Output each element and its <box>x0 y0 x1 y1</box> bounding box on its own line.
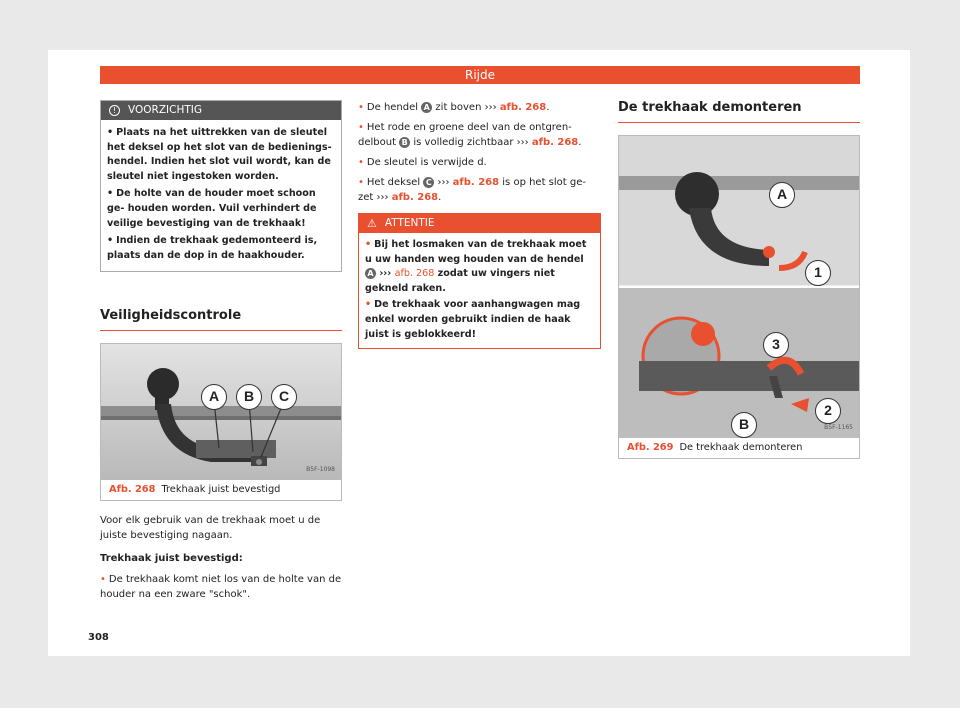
figure-269 <box>618 135 860 459</box>
warning-box <box>100 100 342 272</box>
bullet-item: • De sleutel is verwijde d. <box>358 157 487 168</box>
page-number: 308 <box>88 632 109 643</box>
bullet-item: • De hendel A zit boven ››› afb. 268. <box>358 102 550 113</box>
marker-b: B <box>399 137 410 148</box>
figure-label-1: 1 <box>805 260 831 286</box>
figure-label-b: B <box>731 412 757 438</box>
figure-label-3: 3 <box>763 332 789 358</box>
figure-label-c: C <box>271 384 297 410</box>
warning-item: • De holte van de houder moet schoon ge- houden worden. Vuil verhindert de veilige bevestiging van de trekhaak! <box>107 188 317 229</box>
bullet-item: • Het rode en groene deel van de ontgren- delbout B is volledig zichtbaar ››› afb. 268. <box>358 122 582 148</box>
image-code: B5F-1098 <box>306 466 335 474</box>
intro-paragraph: Voor elk gebruik van de trekhaak moet u de juiste bevestiging nagaan. <box>100 515 321 542</box>
figure-caption: Afb. 269 De trekhaak demonteren <box>627 442 803 453</box>
attention-item: • Bij het losmaken van de trekhaak moet u uw handen weg houden van de hendel A ››› afb. 268 zodat uw vingers niet gekneld raken. <box>365 239 587 294</box>
attention-header <box>359 214 600 233</box>
figure-link[interactable]: afb. 268 <box>531 137 579 148</box>
towbar-removal-illustration <box>619 136 859 438</box>
warning-item: • Plaats na het uittrekken van de sleutel het deksel op het slot van de bedienings- hendel. Indien het slot vuil wordt, kan de sleutel niet ingestoken worden. <box>107 127 332 182</box>
marker-c: C <box>423 177 434 188</box>
warning-item: • Indien de trekhaak gedemonteerd is, plaats dan de dop in de haakhouder. <box>107 235 318 261</box>
figure-label-2: 2 <box>815 398 841 424</box>
page-header: Rijde <box>100 66 860 84</box>
section-title-demonteren: De trekhaak demonteren <box>618 100 860 123</box>
warning-header <box>101 101 341 120</box>
figure-caption: Afb. 268 Trekhaak juist bevestigd <box>109 484 281 496</box>
attention-title: ATTENTIE <box>384 217 435 229</box>
subheading: Trekhaak juist bevestigd: <box>100 553 243 565</box>
attention-item: • De trekhaak voor aanhangwagen mag enkel worden gebruikt indien de haak juist is geblokkeerd! <box>365 299 581 340</box>
marker-a: A <box>421 102 432 113</box>
towbar-illustration <box>101 344 341 480</box>
figure-label-a: A <box>201 384 227 410</box>
figure-link[interactable]: afb. 268 <box>452 177 500 188</box>
figure-link[interactable]: afb. 268 <box>391 192 439 203</box>
column-middle <box>358 100 601 349</box>
figure-link[interactable]: afb. 268 <box>499 102 547 113</box>
warning-body <box>101 120 341 271</box>
warning-info-icon: ! <box>109 105 120 116</box>
figure-link[interactable]: afb. 268 <box>394 268 435 280</box>
bullet-item: • Het deksel C ››› afb. 268 is op het slot ge- zet ››› afb. 268. <box>358 177 586 203</box>
figure-label-a: A <box>769 182 795 208</box>
attention-body <box>359 233 600 348</box>
warning-title: VOORZICHTIG <box>128 104 202 116</box>
figure-269-image <box>619 136 859 438</box>
column-right <box>618 100 860 459</box>
marker-a: A <box>365 268 376 279</box>
attention-box <box>358 213 601 349</box>
figure-268-image <box>101 344 341 480</box>
image-code: B5F-1165 <box>824 424 853 431</box>
warning-triangle-icon: ⚠ <box>367 217 377 230</box>
figure-label-b: B <box>236 384 262 410</box>
bullet-item: • De trekhaak komt niet los van de holte van de houder na een zware "schok". <box>100 574 342 601</box>
figure-268 <box>100 343 342 501</box>
section-title-veiligheidscontrole: Veiligheidscontrole <box>100 308 342 331</box>
column-left <box>100 100 342 602</box>
